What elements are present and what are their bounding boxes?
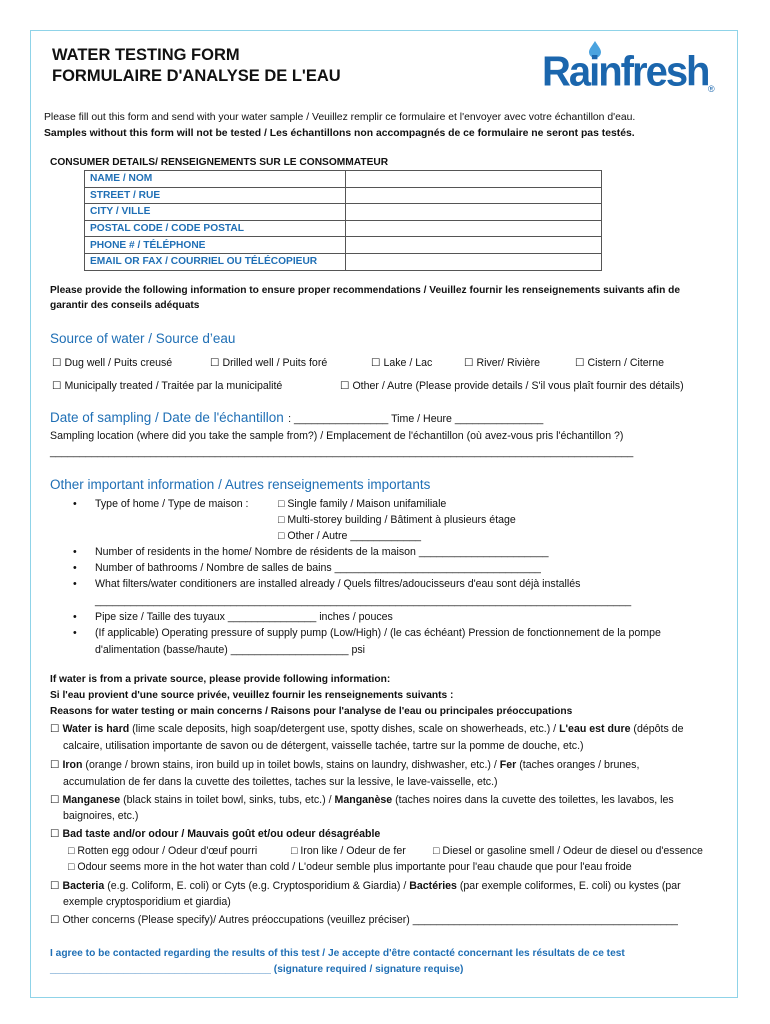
bacteria-title-fr: Bactéries — [409, 880, 457, 892]
pressure-field[interactable]: d'alimentation (basse/haute) ____________________ psi — [95, 644, 366, 656]
table-row — [85, 171, 602, 188]
agree-statement: I agree to be contacted regarding the results of this test / Je accepte d'être contacté concernant les résultats de ce test — [50, 948, 625, 959]
bacteria-desc: (e.g. Coliform, E. coli) or Cyts (e.g. Cryptosporidium & Giardia) / — [107, 880, 407, 892]
phone-field[interactable] — [346, 237, 602, 254]
checkbox-icon: ☐ — [50, 828, 60, 840]
odour-hot-water-checkbox[interactable]: □ Odour seems more in the hot water than cold / L'odeur semble plus importante pour l'eau chaude que pour l'eau froide — [68, 861, 632, 873]
source-river-checkbox[interactable]: ☐ River/ Rivière — [464, 357, 541, 369]
concern-other-checkbox[interactable]: ☐ Other concerns (Please specify)/ Autres préoccupations (veuillez préciser) _____________________________________________ — [50, 914, 678, 926]
checkbox-icon: ☐ — [50, 794, 60, 806]
manganese-line-2: baignoires, etc.) — [63, 810, 139, 822]
odour-iron-checkbox[interactable]: □ Iron like / Odeur de fer — [291, 845, 406, 857]
name-field[interactable] — [346, 171, 602, 188]
table-row — [85, 204, 602, 221]
intro-line-1: Please fill out this form and send with your water sample / Veuillez remplir ce formulaire et l'envoyer avec votre échantillon d'eau. — [44, 112, 636, 123]
logo-text: Rainfresh — [542, 48, 709, 96]
source-municipal-checkbox[interactable]: ☐ Municipally treated / Traitée par la municipalité — [52, 380, 283, 392]
concern-manganese-checkbox[interactable] — [50, 794, 674, 806]
iron-desc-fr: (taches oranges / brunes, — [519, 759, 640, 771]
bathrooms-field[interactable]: • Number of bathrooms / Nombre de salles de bains ___________________________________ — [95, 562, 541, 574]
email-field[interactable] — [346, 253, 602, 270]
home-type-label: • Type of home / Type de maison : — [95, 498, 249, 510]
iron-title-fr: Fer — [499, 759, 517, 771]
bacteria-line-2: exemple cryptosporidium et giardia) — [63, 896, 231, 908]
consumer-details-table — [84, 170, 602, 271]
bacteria-title: Bacteria — [62, 880, 105, 892]
manganese-desc: (black stains in toilet bowl, sinks, tubs, etc.) / — [123, 794, 332, 806]
odour-diesel-checkbox[interactable]: □ Diesel or gasoline smell / Odeur de diesel ou d'essence — [433, 845, 703, 857]
sampling-date-time-fields[interactable]: : ________________ Time / Heure _______________ — [288, 413, 544, 425]
pipe-size-field[interactable]: • Pipe size / Taille des tuyaux _______________ inches / pouces — [95, 611, 393, 623]
table-row — [85, 187, 602, 204]
hard-water-title: Water is hard — [62, 723, 130, 735]
concern-bacteria-checkbox[interactable] — [50, 880, 681, 892]
city-field[interactable] — [346, 204, 602, 221]
rainfresh-logo — [542, 40, 724, 100]
filters-label: • What filters/water conditioners are installed already / Quels filtres/adoucisseurs d'eau sont déjà installés — [95, 578, 580, 590]
street-field[interactable] — [346, 187, 602, 204]
sampling-location-label: Sampling location (where did you take the sample from?) / Emplacement de l'échantillon (où avez-vous pris l'échantillon ?) — [50, 430, 624, 442]
manganese-title-fr: Manganèse — [334, 794, 393, 806]
consumer-heading: CONSUMER DETAILS/ RENSEIGNEMENTS SUR LE CONSOMMATEUR — [50, 157, 389, 168]
table-row — [85, 253, 602, 270]
residents-field[interactable]: • Number of residents in the home/ Nombre de résidents de la maison ______________________ — [95, 546, 548, 558]
concern-taste-odour-checkbox[interactable] — [50, 828, 380, 840]
concern-iron-checkbox[interactable] — [50, 759, 639, 771]
source-other-checkbox[interactable]: ☐ Other / Autre (Please provide details / S'il vous plaît fournir des détails) — [340, 380, 684, 392]
signature-field[interactable]: _______________________________________ (signature required / signature requise) — [50, 964, 464, 975]
home-single-family-checkbox[interactable]: □ Single family / Maison unifamiliale — [278, 498, 447, 510]
private-line-1: If water is from a private source, please provide following information: — [50, 674, 391, 685]
form-title-fr: FORMULAIRE D'ANALYSE DE L'EAU — [52, 67, 341, 85]
filters-line[interactable]: ___________________________________________________________________________________________ — [95, 595, 632, 607]
concern-hard-water-checkbox[interactable] — [50, 723, 683, 735]
registered-mark: ® — [708, 84, 715, 94]
bacteria-desc-fr: (par exemple coliformes, E. coli) ou kystes (par — [459, 880, 681, 892]
iron-title: Iron — [62, 759, 83, 771]
source-drilled-well-checkbox[interactable]: ☐ Drilled well / Puits foré — [210, 357, 328, 369]
sampling-heading: Date of sampling / Date de l'échantillon — [50, 410, 284, 425]
other-info-heading: Other important information / Autres renseignements importants — [50, 477, 431, 492]
postal-code-field[interactable] — [346, 220, 602, 237]
taste-odour-title: Bad taste and/or odour / Mauvais goût et/ou odeur désagréable — [62, 828, 381, 840]
hard-water-desc: (lime scale deposits, high soap/detergent use, spotty dishes, scale on showerheads, etc.) / — [132, 723, 557, 735]
checkbox-icon: ☐ — [50, 759, 60, 771]
source-lake-checkbox[interactable]: ☐ Lake / Lac — [371, 357, 433, 369]
hard-water-desc-fr: (dépôts de — [633, 723, 684, 735]
home-multi-storey-checkbox[interactable]: □ Multi-storey building / Bâtiment à plusieurs étage — [278, 514, 516, 526]
iron-line-2: accumulation de fer dans la cuvette des toilettes, taches sur la lessive, le lave-vaisselle, etc.) — [63, 776, 498, 788]
pressure-label: • (If applicable) Operating pressure of supply pump (Low/High) / (le cas échéant) Pression de fonctionnement de la pompe — [95, 627, 661, 639]
field-label-street: STREET / RUE — [85, 187, 346, 204]
table-row — [85, 237, 602, 254]
provide-info-line-1: Please provide the following information to ensure proper recommendations / Veuillez fournir les renseignements suivants afin de — [50, 285, 681, 296]
private-line-3: Reasons for water testing or main concerns / Raisons pour l'analyse de l'eau ou principales préoccupations — [50, 706, 573, 717]
sampling-row — [50, 409, 543, 427]
home-other-checkbox[interactable]: □ Other / Autre ____________ — [278, 530, 422, 542]
checkbox-icon: ☐ — [50, 723, 60, 735]
source-heading: Source of water / Source d’eau — [50, 331, 236, 346]
manganese-desc-fr: (taches noires dans la cuvette des toilettes, les lavabos, les — [395, 794, 674, 806]
field-label-email: EMAIL OR FAX / COURRIEL OU TÉLÉCOPIEUR — [85, 253, 346, 270]
checkbox-icon: ☐ — [50, 880, 60, 892]
hard-water-line-2: calcaire, utilisation importante de savon ou de détergent, vaisselle tachée, tartre sur la pomme de douche, etc.) — [63, 740, 584, 752]
provide-info-line-2: garantir des conseils adéquats — [50, 300, 200, 311]
source-dug-well-checkbox[interactable]: ☐ Dug well / Puits creusé — [52, 357, 173, 369]
sampling-location-line[interactable]: ___________________________________________________________________________________________________ — [50, 446, 634, 458]
source-cistern-checkbox[interactable]: ☐ Cistern / Citerne — [575, 357, 664, 369]
form-title-en: WATER TESTING FORM — [52, 46, 240, 64]
table-row — [85, 220, 602, 237]
field-label-phone: PHONE # / TÉLÉPHONE — [85, 237, 346, 254]
odour-rotten-egg-checkbox[interactable]: □ Rotten egg odour / Odeur d'œuf pourri — [68, 845, 258, 857]
manganese-title: Manganese — [62, 794, 121, 806]
field-label-postal: POSTAL CODE / CODE POSTAL — [85, 220, 346, 237]
field-label-city: CITY / VILLE — [85, 204, 346, 221]
intro-line-2: Samples without this form will not be tested / Les échantillons non accompagnés de ce formulaire ne seront pas testés. — [44, 128, 635, 139]
field-label-name: NAME / NOM — [85, 171, 346, 188]
hard-water-title-fr: L'eau est dure — [559, 723, 631, 735]
private-line-2: Si l'eau provient d'une source privée, veuillez fournir les renseignements suivants : — [50, 690, 454, 701]
iron-desc: (orange / brown stains, iron build up in toilet bowls, stains on laundry, dishwasher, etc.) / — [85, 759, 497, 771]
